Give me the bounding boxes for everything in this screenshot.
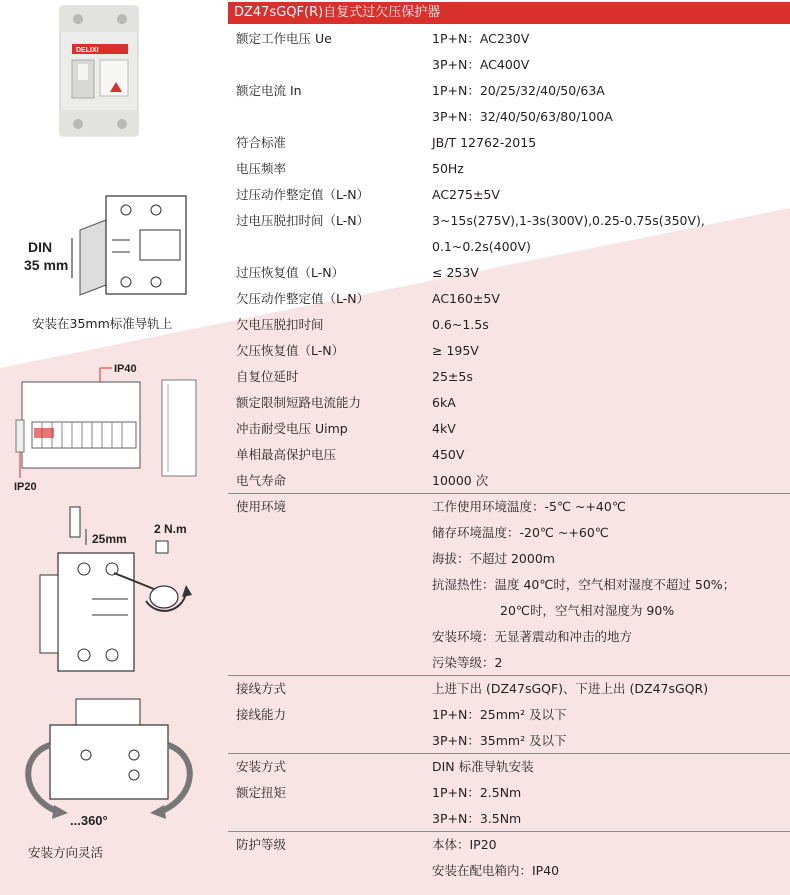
spec-value: 1P+N：2.5Nm	[432, 785, 522, 800]
spec-row	[228, 806, 790, 832]
spec-row	[228, 598, 790, 624]
spec-label: 单相最高保护电压	[236, 447, 337, 462]
spec-label: 电压频率	[236, 161, 287, 176]
spec-value: 450V	[432, 447, 465, 462]
spec-row	[228, 182, 790, 208]
spec-row	[228, 832, 790, 858]
spec-separator	[228, 753, 790, 754]
wiring-figure	[36, 505, 226, 675]
spec-row	[228, 442, 790, 468]
spec-row	[228, 104, 790, 130]
spec-label: 电气寿命	[236, 473, 287, 488]
spec-label: 防护等级	[236, 837, 287, 852]
spec-value: ≥ 195V	[432, 343, 479, 358]
spec-value: 0.1~0.2s(400V)	[432, 239, 531, 254]
spec-row	[228, 546, 790, 572]
brand-logo: DELIXI	[76, 47, 99, 54]
spec-row	[228, 338, 790, 364]
spec-title-bar	[228, 2, 790, 24]
spec-row	[228, 728, 790, 754]
spec-value: 海拔：不超过 2000m	[432, 551, 555, 566]
spec-label: 欠电压脱扣时间	[236, 317, 324, 332]
spec-row	[228, 156, 790, 182]
spec-value: AC160±5V	[432, 291, 500, 306]
spec-value: 工作使用环境温度：-5℃ ~+40℃	[432, 499, 626, 514]
strip-length-label: 25mm	[92, 532, 127, 546]
spec-row	[228, 624, 790, 650]
spec-row	[228, 52, 790, 78]
spec-value: ≤ 253V	[432, 265, 479, 280]
spec-value: AC275±5V	[432, 187, 500, 202]
spec-value: 安装环境：无显著震动和冲击的地方	[432, 629, 633, 644]
din-rail-figure	[22, 190, 202, 300]
spec-label: 接线方式	[236, 681, 287, 696]
spec-row	[228, 312, 790, 338]
spec-label: 欠压动作整定值（L-N）	[236, 291, 370, 306]
spec-value: 3~15s(275V),1-3s(300V),0.25-0.75s(350V),	[432, 213, 705, 228]
spec-label: 冲击耐受电压 Uimp	[236, 421, 348, 436]
spec-value: 4kV	[432, 421, 456, 436]
spec-row	[228, 676, 790, 702]
din-label: DIN	[28, 239, 53, 255]
spec-row	[228, 234, 790, 260]
spec-label: 欠压恢复值（L-N）	[236, 343, 345, 358]
spec-title: DZ47sGQF(R)自复式过欠压保护器	[234, 5, 441, 20]
spec-label: 额定限制短路电流能力	[236, 395, 362, 410]
spec-row	[228, 702, 790, 728]
spec-label: 过压动作整定值（L-N）	[236, 187, 370, 202]
spec-value: 10000 次	[432, 473, 489, 488]
rotation-angle-label: ...360°	[70, 813, 108, 828]
rotation-figure	[16, 695, 206, 835]
din-width-label: 35 mm	[24, 257, 69, 273]
spec-row	[228, 78, 790, 104]
spec-value: 20℃时，空气相对湿度为 90%	[500, 603, 675, 618]
spec-row	[228, 858, 790, 884]
spec-value: 1P+N：20/25/32/40/50/63A	[432, 83, 605, 98]
torque-label: 2 N.m	[154, 522, 187, 536]
spec-separator	[228, 493, 790, 494]
spec-row	[228, 754, 790, 780]
product-photo	[50, 2, 150, 140]
ip20-label: IP20	[14, 481, 37, 493]
spec-value: 3P+N：32/40/50/63/80/100A	[432, 109, 613, 124]
spec-value: 3P+N：AC400V	[432, 57, 530, 72]
spec-value: 0.6~1.5s	[432, 317, 489, 332]
ip40-label: IP40	[114, 363, 137, 375]
spec-value: 抗湿热性：温度 40℃时，空气相对湿度不超过 50%；	[432, 577, 736, 592]
spec-row	[228, 468, 790, 494]
spec-value: JB/T 12762-2015	[432, 135, 537, 150]
spec-label: 自复位延时	[236, 369, 299, 384]
spec-value: 1P+N：25mm² 及以下	[432, 707, 567, 722]
spec-row	[228, 26, 790, 52]
spec-label: 接线能力	[236, 707, 287, 722]
spec-row	[228, 416, 790, 442]
spec-row	[228, 208, 790, 234]
spec-row	[228, 520, 790, 546]
spec-label: 额定工作电压 Ue	[236, 31, 332, 46]
spec-value: 本体：IP20	[432, 837, 497, 852]
spec-row	[228, 130, 790, 156]
spec-value: 3P+N：35mm² 及以下	[432, 733, 567, 748]
spec-value: 25±5s	[432, 369, 473, 384]
spec-label: 过压恢复值（L-N）	[236, 265, 345, 280]
spec-value: 储存环境温度：-20℃ ~+60℃	[432, 525, 609, 540]
enclosure-figure	[12, 360, 212, 495]
spec-label: 过电压脱扣时间（L-N）	[236, 213, 370, 228]
spec-value: 安装在配电箱内：IP40	[432, 863, 560, 878]
spec-label: 安装方式	[236, 759, 287, 774]
spec-value: 50Hz	[432, 161, 464, 176]
spec-label: 符合标准	[236, 135, 287, 150]
spec-row	[228, 650, 790, 676]
spec-label: 额定扭矩	[236, 785, 287, 800]
spec-row	[228, 364, 790, 390]
spec-value: DIN 标准导轨安装	[432, 759, 534, 774]
spec-row	[228, 572, 790, 598]
spec-separator	[228, 831, 790, 832]
spec-label: 使用环境	[236, 499, 287, 514]
spec-value: 6kA	[432, 395, 456, 410]
spec-row	[228, 390, 790, 416]
spec-separator	[228, 675, 790, 676]
spec-row	[228, 260, 790, 286]
spec-row	[228, 780, 790, 806]
din-rail-caption: 安装在35mm标准导轨上	[32, 316, 173, 331]
spec-row	[228, 494, 790, 520]
spec-value: 1P+N：AC230V	[432, 31, 530, 46]
spec-row	[228, 286, 790, 312]
spec-value: 上进下出 (DZ47sGQF)、下进上出 (DZ47sGQR)	[432, 681, 709, 696]
spec-value: 3P+N：3.5Nm	[432, 811, 522, 826]
rotation-caption: 安装方向灵活	[28, 845, 104, 860]
spec-value: 污染等级：2	[432, 655, 503, 670]
spec-label: 额定电流 In	[236, 83, 302, 98]
